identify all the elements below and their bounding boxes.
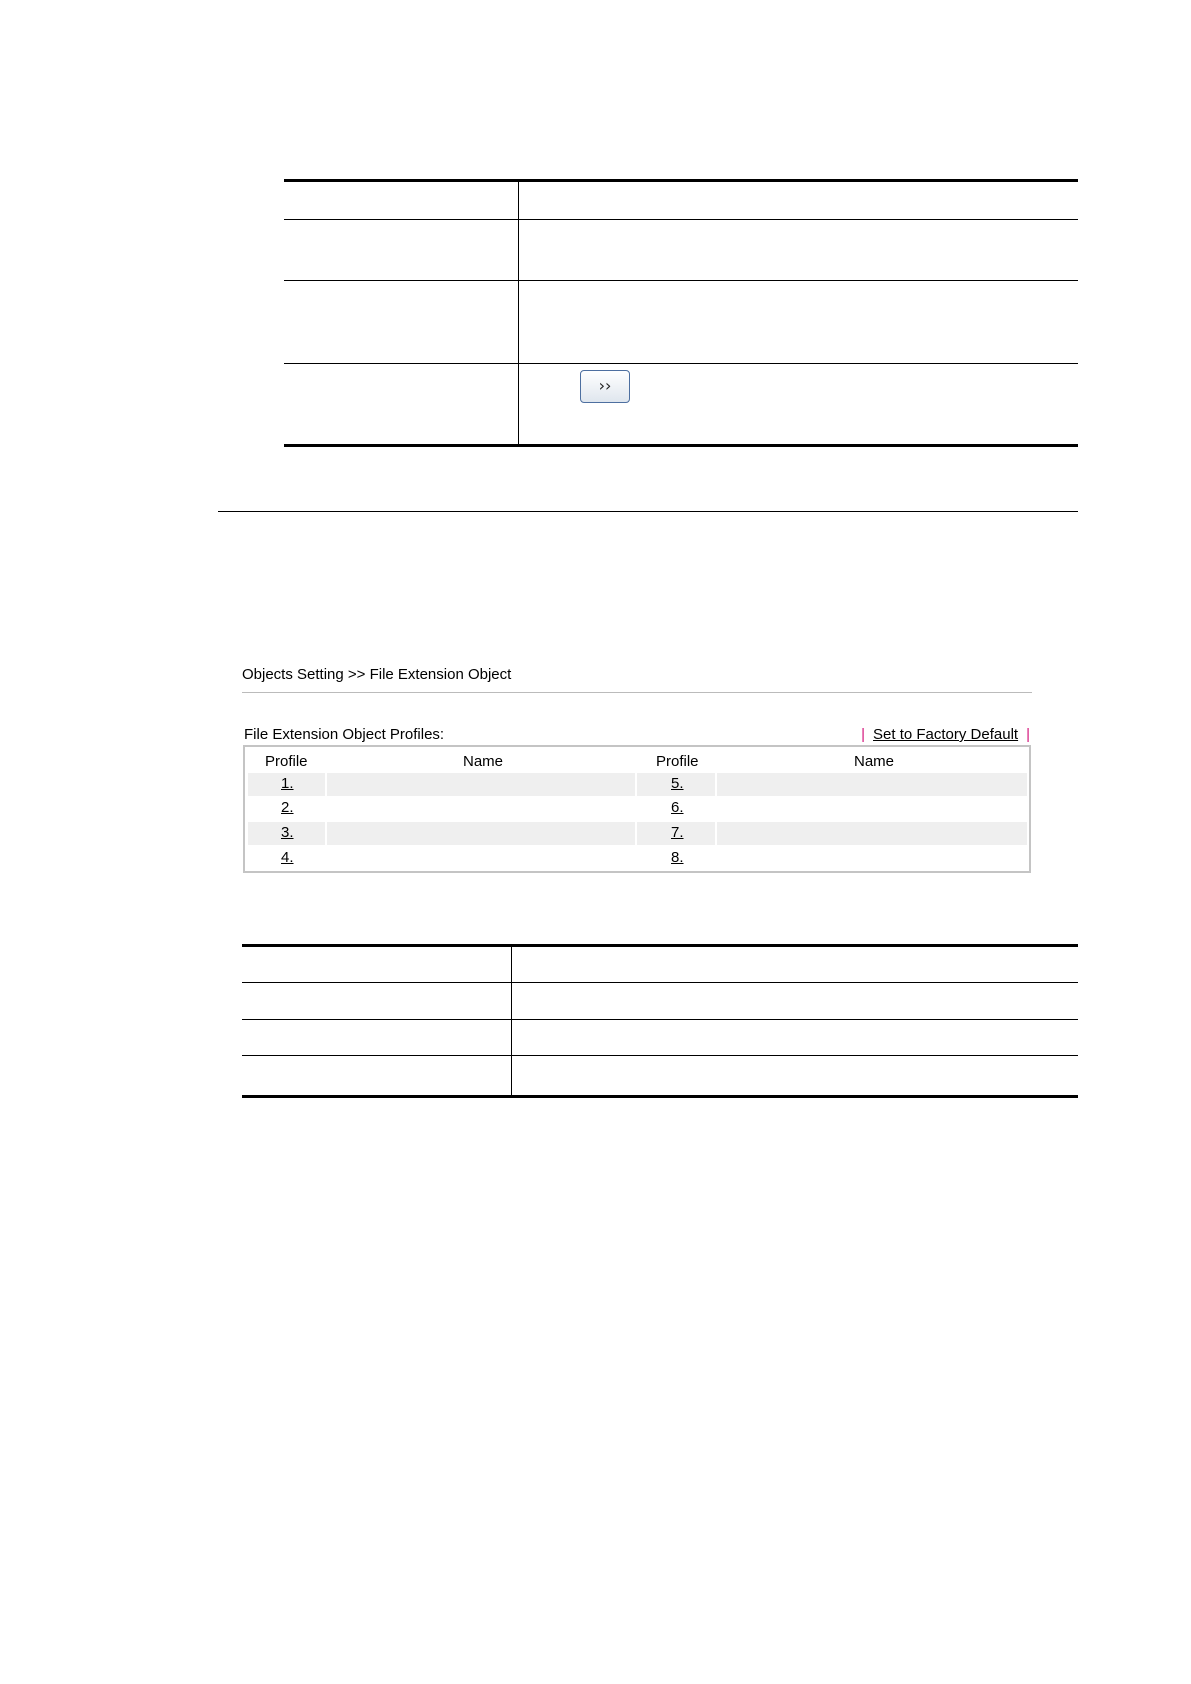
profile-name-cell <box>717 773 1027 796</box>
profile-link-7[interactable]: 7. <box>671 824 684 841</box>
table-column-divider <box>511 947 512 1095</box>
column-header-name: Name <box>854 753 895 770</box>
profile-name-cell <box>327 773 635 796</box>
separator: | <box>861 726 866 743</box>
table-row <box>248 822 1026 845</box>
section-divider <box>218 511 1078 512</box>
expand-button[interactable]: ›› <box>580 370 630 403</box>
description-table-bottom <box>242 944 1078 1098</box>
table-row-divider <box>242 1055 1078 1056</box>
profile-name-cell <box>717 822 1027 845</box>
description-table-top <box>284 179 1078 447</box>
table-row-divider <box>242 982 1078 983</box>
table-row-divider <box>284 219 1078 220</box>
table-row-divider <box>284 363 1078 364</box>
profiles-table <box>243 745 1031 873</box>
profile-name-cell <box>327 822 635 845</box>
profile-link-2[interactable]: 2. <box>281 799 294 816</box>
table-row <box>248 773 1026 796</box>
breadcrumb: Objects Setting >> File Extension Object <box>242 666 512 683</box>
profile-name-cell <box>717 847 1027 870</box>
column-header-name: Name <box>463 753 504 770</box>
profile-link-5[interactable]: 5. <box>671 775 684 792</box>
column-header-profile: Profile <box>265 753 308 770</box>
profile-name-cell <box>717 797 1027 820</box>
profile-link-4[interactable]: 4. <box>281 849 294 866</box>
set-to-factory-default-link[interactable]: Set to Factory Default <box>873 726 1019 743</box>
profile-name-cell <box>327 847 635 870</box>
profile-link-3[interactable]: 3. <box>281 824 294 841</box>
table-row-divider <box>284 280 1078 281</box>
table-row-divider <box>242 1019 1078 1020</box>
breadcrumb-rule <box>242 692 1032 693</box>
profile-link-8[interactable]: 8. <box>671 849 684 866</box>
table-column-divider <box>518 182 519 444</box>
factory-default-links <box>853 726 1030 743</box>
separator: | <box>1026 726 1030 743</box>
table-row <box>248 797 1026 820</box>
profile-link-1[interactable]: 1. <box>281 775 294 792</box>
profile-name-cell <box>327 797 635 820</box>
profile-link-6[interactable]: 6. <box>671 799 684 816</box>
column-header-profile: Profile <box>656 753 699 770</box>
profiles-title: File Extension Object Profiles: <box>244 726 445 743</box>
table-row <box>248 847 1026 870</box>
